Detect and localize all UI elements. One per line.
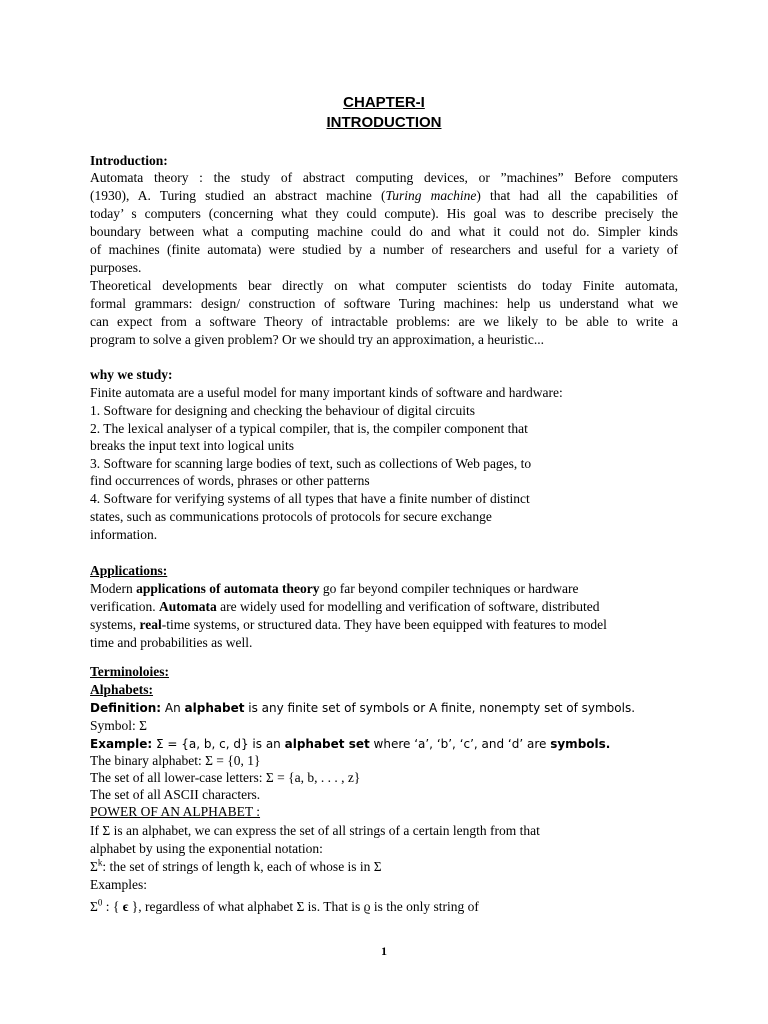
why-line-9: information. [90, 527, 158, 542]
intro-line-4: boundary between what a computing machine could do and what it could not do. Simpler kinds [90, 224, 678, 239]
why-line-1: Finite automata are a useful model for many important kinds of software and hardware: [90, 385, 563, 400]
symbol-line: Symbol: Σ [90, 718, 147, 733]
page-title: INTRODUCTION [326, 114, 442, 131]
intro-line-10: program to solve a given problem? Or we should try an approximation, a heuristic... [90, 332, 545, 347]
why-line-6: find occurrences of words, phrases or other patterns [90, 473, 370, 488]
power-line-3: $\Sigma^k$: the set of strings of length k, each of whose is in Σ [90, 857, 382, 874]
lowercase-alphabet-line: The set of all lower-case letters: Σ = {a, b, . . . , z} [90, 770, 361, 785]
binary-alphabet-line: The binary alphabet: Σ = {0, 1} [90, 753, 261, 768]
power-line-1: If Σ is an alphabet, we can express the set of all strings of a certain length from that [90, 823, 540, 838]
why-line-7: 4. Software for verifying systems of all types that have a finite number of distinct [90, 491, 530, 506]
why-line-5: 3. Software for scanning large bodies of text, such as collections of Web pages, to [90, 456, 532, 471]
terminologies-heading: Terminoloies: [90, 664, 169, 679]
intro-line-6: purposes. [90, 260, 142, 275]
turing-machine-term: Turing machine [385, 188, 477, 203]
intro-line-3: today’ s computers (concerning what they could compute). His goal was to describe precisely the [90, 206, 678, 221]
power-heading: POWER OF AN ALPHABET : [90, 804, 261, 819]
power-line-5: $\Sigma^0$ : { ϵ }, regardless of what alphabet Σ is. That is ϱ is the only string of [90, 897, 479, 914]
definition-line: Definition: An alphabet is any finite set of symbols or A finite, nonempty set of symbols. [90, 701, 636, 715]
why-heading: why we study: [90, 367, 173, 382]
applications-line-2: verification. Automata are widely used for modelling and verification of software, distributed [90, 599, 600, 614]
applications-heading: Applications: [90, 563, 168, 578]
applications-line-1: Modern applications of automata theory go far beyond compiler techniques or hardware [90, 581, 579, 596]
why-line-4: breaks the input text into logical units [90, 438, 294, 453]
intro-line-7: Theoretical developments bear directly on what computer scientists do today Finite automata, [90, 278, 678, 293]
example-line: Example: Σ = {a, b, c, d} is an alphabet set where ‘a’, ‘b’, ‘c’, and ‘d’ are symbols. [90, 737, 611, 751]
applications-line-3: systems, real-time systems, or structured data. They have been equipped with features to model [90, 617, 607, 632]
intro-line-5: of machines (finite automata) were studied by a number of researchers and useful for a variety of [90, 242, 678, 257]
why-line-3: 2. The lexical analyser of a typical compiler, that is, the compiler component that [90, 421, 528, 436]
page-number: 1 [381, 944, 387, 958]
chapter-label: CHAPTER-I [343, 94, 425, 111]
ascii-line: The set of all ASCII characters. [90, 787, 261, 802]
examples-label: Examples: [90, 877, 147, 892]
intro-line-9: can expect from a software Theory of intractable problems: are we likely to be able to write a [90, 314, 678, 329]
applications-line-4: time and probabilities as well. [90, 635, 253, 650]
intro-heading: Introduction: [90, 153, 168, 168]
intro-line-2: (1930), A. Turing studied an abstract machine (Turing machine) that had all the capabilities of [90, 188, 678, 203]
intro-line-1: Automata theory : the study of abstract computing devices, or ”machines” Before computers [90, 170, 678, 185]
intro-line-8: formal grammars: design/ construction of software Turing machines: help us understand what we [90, 296, 678, 311]
power-line-2: alphabet by using the exponential notation: [90, 841, 323, 856]
why-line-2: 1. Software for designing and checking the behaviour of digital circuits [90, 403, 476, 418]
why-line-8: states, such as communications protocols of protocols for secure exchange [90, 509, 492, 524]
alphabets-heading: Alphabets: [90, 682, 154, 697]
